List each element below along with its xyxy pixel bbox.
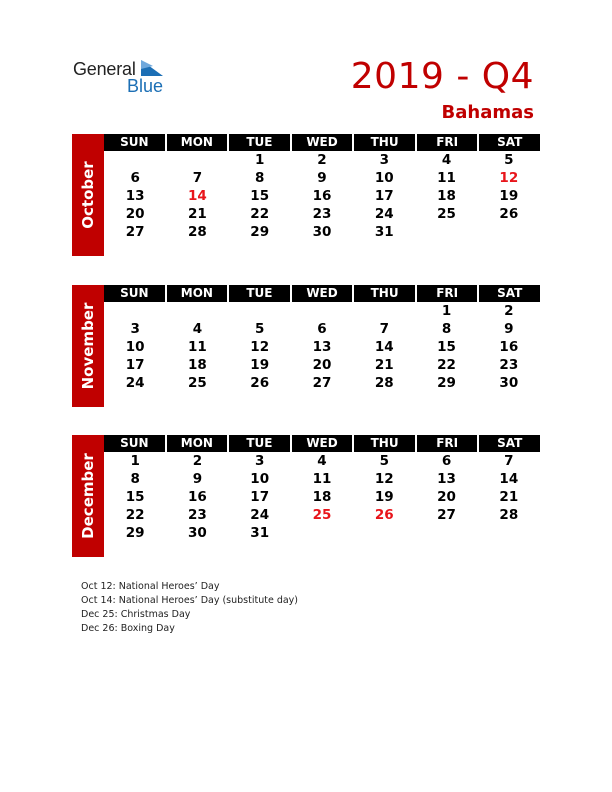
empty-date-cell [415, 524, 477, 542]
date-cell: 4 [317, 453, 327, 469]
weekday-header [104, 435, 540, 452]
date-cell: 1 [130, 453, 140, 469]
month-label-bar [72, 285, 104, 407]
date-cell: 2 [317, 152, 327, 168]
date-cell: 22 [250, 206, 270, 222]
date-cell: 29 [125, 525, 145, 541]
week-row [104, 205, 540, 223]
weekday-label: THU [352, 285, 415, 302]
week-row [104, 452, 540, 470]
weekday-label: MON [165, 285, 228, 302]
date-cell: 6 [441, 453, 452, 469]
date-cell: 11 [188, 339, 207, 355]
weekday-label: FRI [415, 285, 478, 302]
date-cell: 7 [192, 170, 203, 186]
date-cell: 27 [125, 224, 145, 240]
weekday-label: TUE [227, 134, 290, 151]
holiday-date-cell: 26 [374, 507, 394, 523]
empty-date-cell [104, 151, 166, 169]
empty-date-cell [478, 223, 540, 241]
week-row [104, 187, 540, 205]
weekday-header [104, 285, 540, 302]
weekday-label: WED [290, 134, 353, 151]
date-cell: 23 [499, 357, 519, 373]
date-cell: 9 [504, 321, 514, 337]
date-cell: 24 [125, 375, 145, 391]
week-row [104, 320, 540, 338]
date-cell: 27 [437, 507, 456, 523]
date-cell: 11 [312, 471, 332, 487]
date-cell: 10 [374, 170, 394, 186]
date-cell: 12 [250, 339, 270, 355]
date-cell: 19 [374, 489, 394, 505]
date-cell: 28 [188, 224, 207, 240]
holiday-date-cell: 12 [499, 170, 519, 186]
date-cell: 22 [437, 357, 456, 373]
date-cell: 18 [188, 357, 207, 373]
date-cell: 7 [504, 453, 514, 469]
date-cell: 5 [504, 152, 514, 168]
date-cell: 17 [125, 357, 145, 373]
date-cell: 2 [504, 303, 514, 319]
date-cell: 23 [188, 507, 207, 523]
date-cell: 3 [255, 453, 265, 469]
date-cell: 26 [499, 206, 519, 222]
date-cell: 28 [374, 375, 394, 391]
empty-date-cell [229, 302, 291, 320]
date-cell: 15 [125, 489, 145, 505]
date-cell: 31 [250, 525, 270, 541]
date-cell: 1 [255, 152, 265, 168]
weekday-header [104, 134, 540, 151]
date-cell: 21 [374, 357, 394, 373]
weekday-label: SAT [477, 134, 540, 151]
holiday-date-cell: 25 [312, 507, 332, 523]
week-row [104, 169, 540, 187]
date-cell: 19 [250, 357, 270, 373]
date-cell: 6 [130, 170, 140, 186]
date-cell: 13 [437, 471, 456, 487]
weekday-label: FRI [415, 435, 478, 452]
date-cell: 14 [499, 471, 519, 487]
date-cell: 16 [499, 339, 519, 355]
month-grid [104, 435, 540, 542]
date-cell: 7 [379, 321, 389, 337]
date-cell: 26 [250, 375, 270, 391]
date-cell: 17 [374, 188, 394, 204]
date-cell: 18 [437, 188, 456, 204]
date-cell: 22 [125, 507, 145, 523]
weekday-label: THU [352, 435, 415, 452]
calendar-title: 2019 - Q4 [350, 56, 534, 97]
date-cell: 21 [499, 489, 519, 505]
date-cell: 16 [312, 188, 332, 204]
month-label-bar [72, 435, 104, 557]
date-cell: 4 [192, 321, 203, 337]
date-cell: 30 [188, 525, 207, 541]
date-cell: 28 [499, 507, 519, 523]
logo-text-blue: Blue [127, 76, 164, 96]
empty-date-cell [104, 302, 166, 320]
date-cell: 2 [192, 453, 203, 469]
date-cell: 3 [379, 152, 389, 168]
weekday-label: MON [165, 134, 228, 151]
date-cell: 25 [188, 375, 207, 391]
empty-date-cell [353, 302, 415, 320]
date-cell: 29 [250, 224, 270, 240]
month-grid [104, 134, 540, 241]
weekday-label: TUE [227, 285, 290, 302]
empty-date-cell [166, 302, 228, 320]
week-row [104, 374, 540, 392]
weekday-label: WED [290, 435, 353, 452]
week-row [104, 524, 540, 542]
date-cell: 3 [130, 321, 140, 337]
date-cell: 12 [374, 471, 394, 487]
date-cell: 19 [499, 188, 519, 204]
date-cell: 9 [192, 471, 203, 487]
weekday-label: SUN [120, 436, 149, 450]
week-row [104, 151, 540, 169]
date-cell: 20 [312, 357, 332, 373]
date-cell: 20 [437, 489, 456, 505]
date-cell: 8 [130, 471, 140, 487]
empty-date-cell [291, 302, 353, 320]
holiday-note: Dec 26: Boxing Day [81, 623, 175, 634]
date-cell: 15 [250, 188, 270, 204]
date-cell: 13 [312, 339, 332, 355]
month-name: December [79, 453, 97, 539]
date-cell: 9 [317, 170, 327, 186]
date-cell: 25 [437, 206, 456, 222]
week-row [104, 506, 540, 524]
holiday-date-cell: 14 [188, 188, 207, 204]
weekday-label: SUN [120, 286, 149, 300]
date-cell: 16 [188, 489, 207, 505]
date-cell: 10 [250, 471, 270, 487]
date-cell: 20 [125, 206, 145, 222]
date-cell: 11 [437, 170, 456, 186]
date-cell: 24 [250, 507, 270, 523]
week-row [104, 356, 540, 374]
month-grid [104, 285, 540, 392]
weekday-label: TUE [227, 435, 290, 452]
date-cell: 29 [437, 375, 456, 391]
weekday-label: SAT [477, 435, 540, 452]
date-cell: 17 [250, 489, 270, 505]
week-row [104, 223, 540, 241]
empty-date-cell [166, 151, 228, 169]
holiday-notes [81, 580, 298, 636]
week-row [104, 470, 540, 488]
date-cell: 8 [255, 170, 265, 186]
date-cell: 1 [441, 303, 452, 319]
weekday-label: WED [290, 285, 353, 302]
holiday-note: Dec 25: Christmas Day [81, 609, 191, 620]
month-label-bar [72, 134, 104, 256]
holiday-note: Oct 12: National Heroes’ Day [81, 581, 220, 592]
weekday-label: MON [165, 435, 228, 452]
country-name: Bahamas [441, 102, 534, 123]
generalblue-logo [73, 59, 173, 99]
week-row [104, 488, 540, 506]
empty-date-cell [478, 524, 540, 542]
blue-triangle-flag-icon [141, 60, 163, 76]
date-cell: 5 [255, 321, 265, 337]
date-cell: 4 [441, 152, 452, 168]
date-cell: 8 [441, 321, 452, 337]
date-cell: 15 [437, 339, 456, 355]
empty-date-cell [291, 524, 353, 542]
date-cell: 30 [312, 224, 332, 240]
month-name: October [79, 161, 97, 229]
date-cell: 10 [125, 339, 145, 355]
date-cell: 24 [374, 206, 394, 222]
date-cell: 21 [188, 206, 207, 222]
date-cell: 23 [312, 206, 332, 222]
date-cell: 30 [499, 375, 519, 391]
month-name: November [79, 302, 97, 390]
holiday-note: Oct 14: National Heroes’ Day (substitute day) [81, 595, 299, 606]
logo-text-general: General [73, 59, 136, 79]
date-cell: 27 [312, 375, 332, 391]
date-cell: 5 [379, 453, 389, 469]
empty-date-cell [353, 524, 415, 542]
weekday-label: SUN [120, 135, 149, 149]
weekday-label: SAT [477, 285, 540, 302]
empty-date-cell [415, 223, 477, 241]
weekday-label: THU [352, 134, 415, 151]
date-cell: 6 [317, 321, 327, 337]
week-row [104, 302, 540, 320]
date-cell: 13 [125, 188, 145, 204]
date-cell: 31 [374, 224, 394, 240]
week-row [104, 338, 540, 356]
date-cell: 18 [312, 489, 332, 505]
weekday-label: FRI [415, 134, 478, 151]
date-cell: 14 [374, 339, 394, 355]
